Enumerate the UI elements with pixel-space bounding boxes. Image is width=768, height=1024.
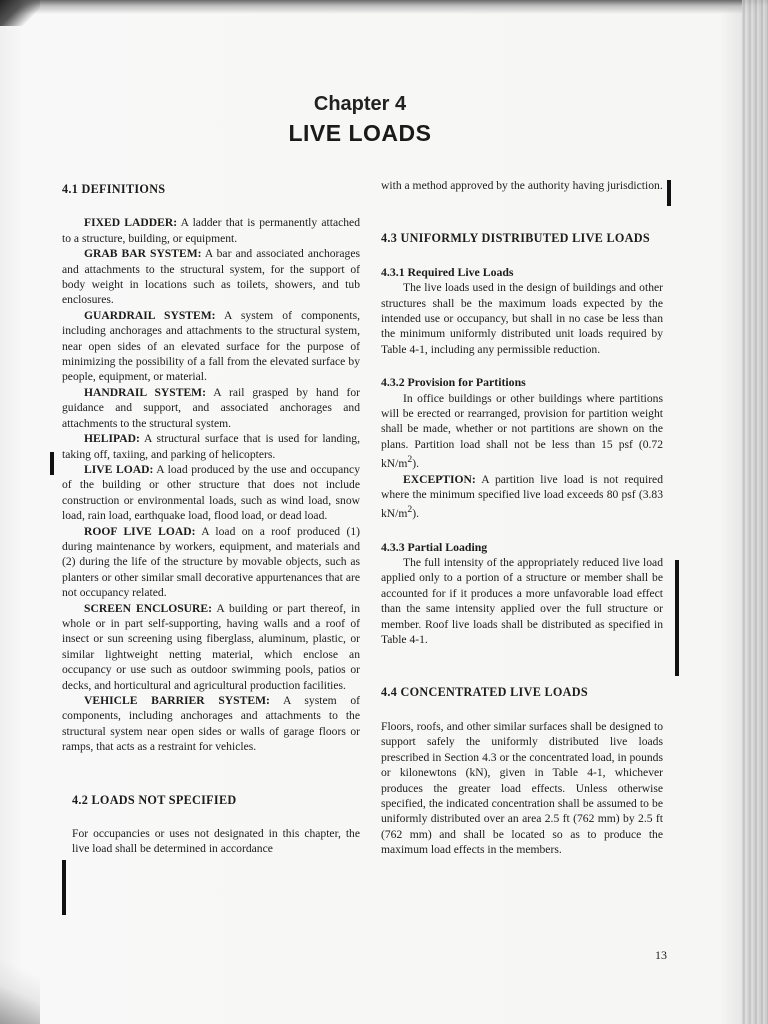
definition-text: A system of components, including anchorages and attachments to the structural system near open sides or walls of garage floors or ramps, that acts as a restraint for vehicles.	[62, 694, 360, 754]
definition-grab-bar-system	[62, 246, 360, 308]
scan-corner-shadow	[0, 0, 40, 26]
subsection-heading-4-3-3: 4.3.3 Partial Loading	[381, 539, 488, 554]
definition-text: A building or part thereof, in whole or in part self-supporting, having walls and a roof of insect or sun screening using fiberglass, aluminum, plastic, or similar lightweight netting material, which enclose an occupancy or use such as outdoor swimming pools, patios or decks, and horticultural and agricultural production facilities.	[62, 601, 360, 692]
left-column	[62, 182, 360, 857]
definition-text: A structural surface that is used for landing, taking off, taxiing, and parking of helicopters.	[62, 432, 360, 461]
chapter-title: LIVE LOADS	[288, 120, 432, 146]
definition-roof-live-load	[62, 524, 360, 601]
definition-vehicle-barrier-system	[62, 693, 360, 755]
subsection-heading-4-3-2: 4.3.2 Provision for Partitions	[381, 375, 526, 390]
right-column	[381, 178, 663, 858]
definition-term: ROOF LIVE LOAD:	[84, 524, 196, 538]
definition-term: GUARDRAIL SYSTEM:	[84, 308, 216, 322]
definition-term: LIVE LOAD:	[84, 462, 154, 476]
definition-fixed-ladder	[62, 215, 360, 246]
section-heading-4-4: 4.4 CONCENTRATED LIVE LOADS	[381, 685, 588, 700]
definition-text: A rail grasped by hand for guidance and support, and associated anchorages and attachments to the structural system.	[62, 385, 360, 430]
subsection-4-3-3-text: The full intensity of the appropriately reduced live load applied only to a portion of a structure or member shall be accounted for if it produces a more unfavorable load effect than the same intensity applied over the full structure or member. Roof live loads shall be distributed as specified in Table 4-1.	[381, 556, 663, 647]
exception-term: EXCEPTION:	[403, 472, 476, 486]
definition-text: A load produced by the use and occupancy of the building or other structure that does not include construction or environmental loads, such as wind load, snow load, rain load, earthquake load, flood load, or dead load.	[62, 462, 360, 523]
book-page-edges	[742, 0, 768, 1024]
definition-handrail-system	[62, 385, 360, 431]
text-end: ).	[412, 507, 420, 521]
definition-term: SCREEN ENCLOSURE:	[84, 601, 213, 615]
superscript: 2	[407, 454, 413, 466]
section-4-2-text: For occupancies or uses not designated in this chapter, the live load shall be determined in accordance	[72, 827, 360, 856]
definition-text: A ladder that is permanently attached to a structure, building, or equipment.	[62, 216, 360, 245]
definition-term: GRAB BAR SYSTEM:	[84, 247, 202, 261]
definition-text: A system of components, including anchorages and attachments to the structural system, near open sides of an elevated surface for the purpose of minimizing the possibility of a fall from the elevated surface by people, equipment, or material.	[62, 308, 360, 384]
exception-text: A partition live load is not required where the minimum specified live load exceeds 80 psf (3.83 kN/m	[381, 472, 663, 521]
section-4-2-continued: with a method approved by the authority having jurisdiction.	[381, 179, 663, 192]
scan-bottom-shadow	[0, 954, 40, 1024]
partition-load-text: In office buildings or other buildings where partitions will be erected or rearranged, provision for partition weight shall be made, whether or not partitions are shown on the plans. Partition load shall not be less than 15 psf (0.72 kN/m	[381, 391, 663, 471]
section-4-4-text: Floors, roofs, and other similar surfaces shall be designed to support safely the uniformly distributed live loads prescribed in Section 4.3 or the concentrated load, in pounds or kilonewtons (kN), given in Table 4-1, whichever produces the greater load effects. Unless otherwise specified, the indicated concentration shall be assumed to be uniformly distributed over an area 2.5 ft (762 mm) by 2.5 ft (762 mm) and shall be located so as to produce the maximum load effects in the members.	[381, 719, 663, 857]
change-bar-helipad	[50, 452, 54, 475]
change-bar-section-4-2	[62, 860, 66, 915]
definition-helipad	[62, 431, 360, 462]
section-heading-4-2: 4.2 LOADS NOT SPECIFIED	[72, 792, 237, 807]
page-number: 13	[655, 948, 667, 962]
change-bar-partial-loading	[675, 560, 679, 676]
subsection-heading-4-3-1: 4.3.1 Required Live Loads	[381, 264, 514, 279]
definition-screen-enclosure	[62, 601, 360, 693]
page-top-edge	[0, 0, 768, 14]
definition-text: A load on a roof produced (1) during maintenance by workers, equipment, and materials and (2) during the life of the structure by movable objects, such as planters or other similar small decorative appurtenances that are not occupancy related.	[62, 524, 360, 600]
definition-guardrail-system	[62, 308, 360, 385]
subsection-4-3-2-text	[381, 391, 663, 472]
change-bar-authority	[667, 180, 671, 206]
definition-text: A bar and associated anchorages and attachments to the structural system, for the support of body weight in locations such as toilets, showers, and tub enclosures.	[62, 247, 360, 307]
text-end: ).	[412, 457, 420, 471]
exception-paragraph	[381, 472, 663, 522]
definition-term: HELIPAD:	[84, 432, 140, 446]
definition-term: HANDRAIL SYSTEM:	[84, 385, 206, 399]
section-heading-4-3: 4.3 UNIFORMLY DISTRIBUTED LIVE LOADS	[381, 231, 650, 246]
superscript: 2	[407, 504, 413, 516]
subsection-4-3-1-text: The live loads used in the design of buildings and other structures shall be the maximum loads expected by the intended use or occupancy, but shall in no case be less than the minimum uniformly distributed unit loads required by Table 4-1, including any permissible reduction.	[381, 281, 663, 356]
definition-live-load	[62, 462, 360, 524]
chapter-number: Chapter 4	[313, 93, 407, 115]
section-heading-4-1: 4.1 DEFINITIONS	[62, 182, 166, 196]
definition-term: FIXED LADDER:	[84, 216, 178, 230]
definition-term: VEHICLE BARRIER SYSTEM:	[84, 694, 270, 707]
